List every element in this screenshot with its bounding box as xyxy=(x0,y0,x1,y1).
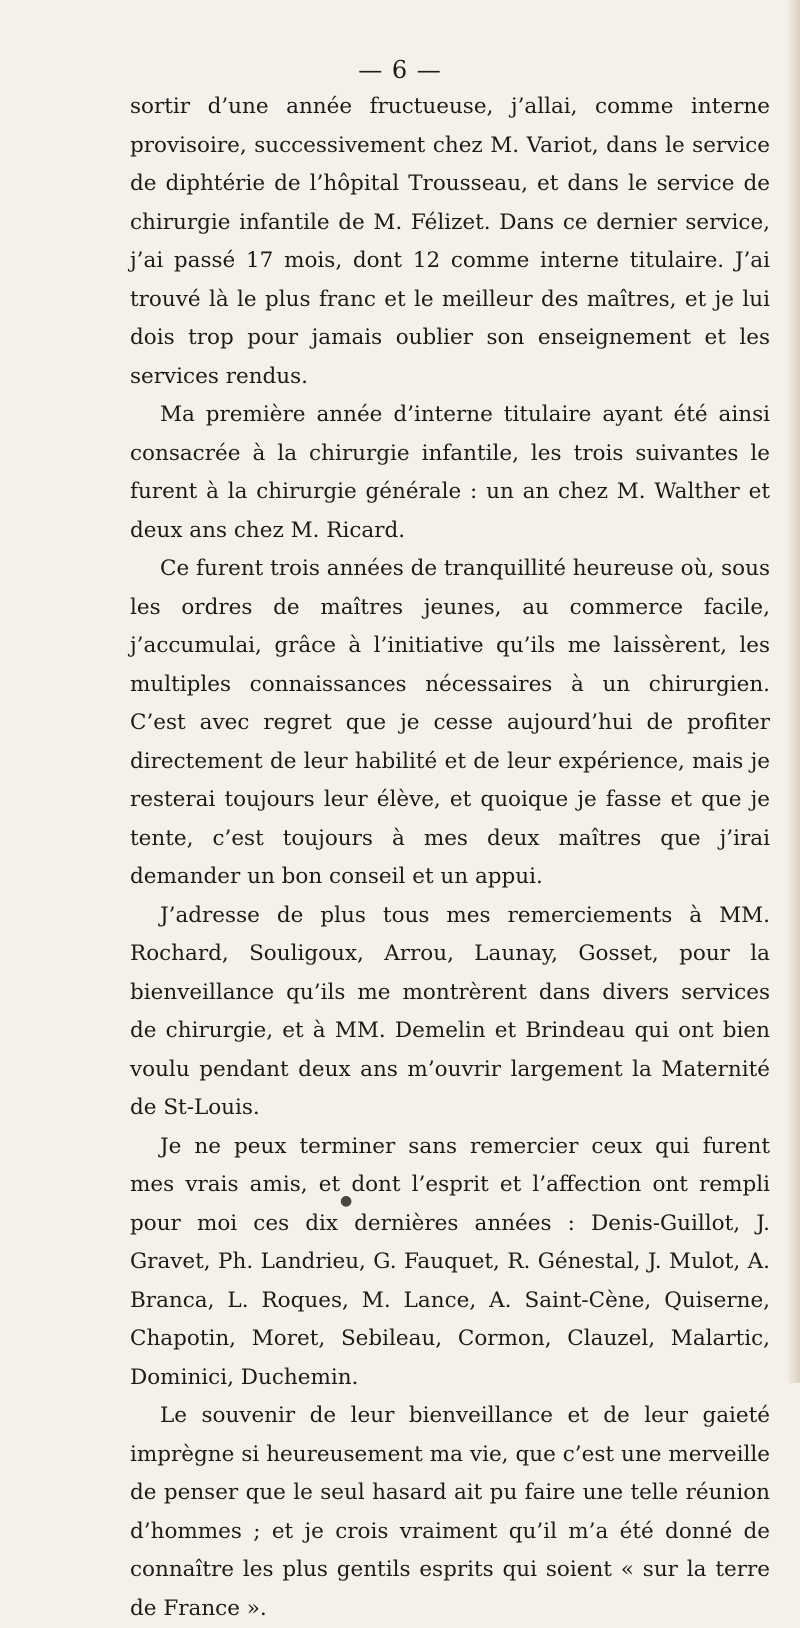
paragraph-6: Le souvenir de leur bienveillance et de leur gaieté imprègne si heureusement ma vie, que c’est une merveille de penser que le seul hasard ait pu faire une telle réunion d’hommes ; et je crois vraiment qu’il m’a été donné de connaître les plus gentils esprits qui soient « sur la terre de France ». xyxy=(130,1403,770,1621)
paragraph-4: J’adresse de plus tous mes remerciements à MM. Rochard, Souligoux, Arrou, Launay, Gosset, pour la bienveillance qu’ils me montrèrent dans divers services de chirurgie, et à MM. Demelin et Brindeau qui ont bien voulu pendant deux ans m’ouvrir largement la Maternité de St-Louis. xyxy=(130,902,770,1120)
paragraph-5: Je ne peux terminer sans remercier ceux qui furent mes vrais amis, et dont l’esprit et l’affection ont rempli pour moi ces dix dernières années : Denis-Guillot, J. Gravet, Ph. Landrieu, G. Fauquet, R. Génestal, J. Mulot, A. Branca, L. Roques, M. Lance, A. Saint-Cène, Quiserne, Chapotin, Moret, Sebileau, Cormon, Clauzel, Malartic, Dominici, Duchemin. xyxy=(130,1133,770,1390)
page-edge-shadow xyxy=(786,0,800,1383)
paragraph-1: sortir d’une année fructueuse, j’allai, comme interne provisoire, successivement chez M. Variot, dans le service de diphtérie de l’hôpital Trousseau, et dans le service de chirurgie infantile de M. Félizet. Dans ce dernier service, j’ai passé 17 mois, dont 12 comme interne titulaire. J’ai trouvé là le plus franc et le meilleur des maîtres, et je lui dois trop pour jamais oublier son enseignement et les services rendus. xyxy=(130,94,770,389)
paragraph-3: Ce furent trois années de tranquillité heureuse où, sous les ordres de maîtres jeunes, au commerce facile, j’accumulai, grâce à l’initiative qu’ils me laissèrent, les multiples connaissances nécessaires à un chirurgien. C’est avec regret que je cesse aujourd’hui de profiter directement de leur habilité et de leur expérience, mais je resterai toujours leur élève, et quoique je fasse et que je tente, c’est toujours à mes deux maîtres que j’irai demander un bon conseil et un appui. xyxy=(130,556,770,889)
body-text xyxy=(130,88,770,1628)
page-number: — 6 — xyxy=(358,56,442,84)
paragraph-2: Ma première année d’interne titulaire ayant été ainsi consacrée à la chirurgie infantile, les trois suivantes le furent à la chirurgie générale : un an chez M. Walther et deux ans chez M. Ricard. xyxy=(130,402,770,543)
ink-speck-icon: ● xyxy=(340,1193,353,1209)
